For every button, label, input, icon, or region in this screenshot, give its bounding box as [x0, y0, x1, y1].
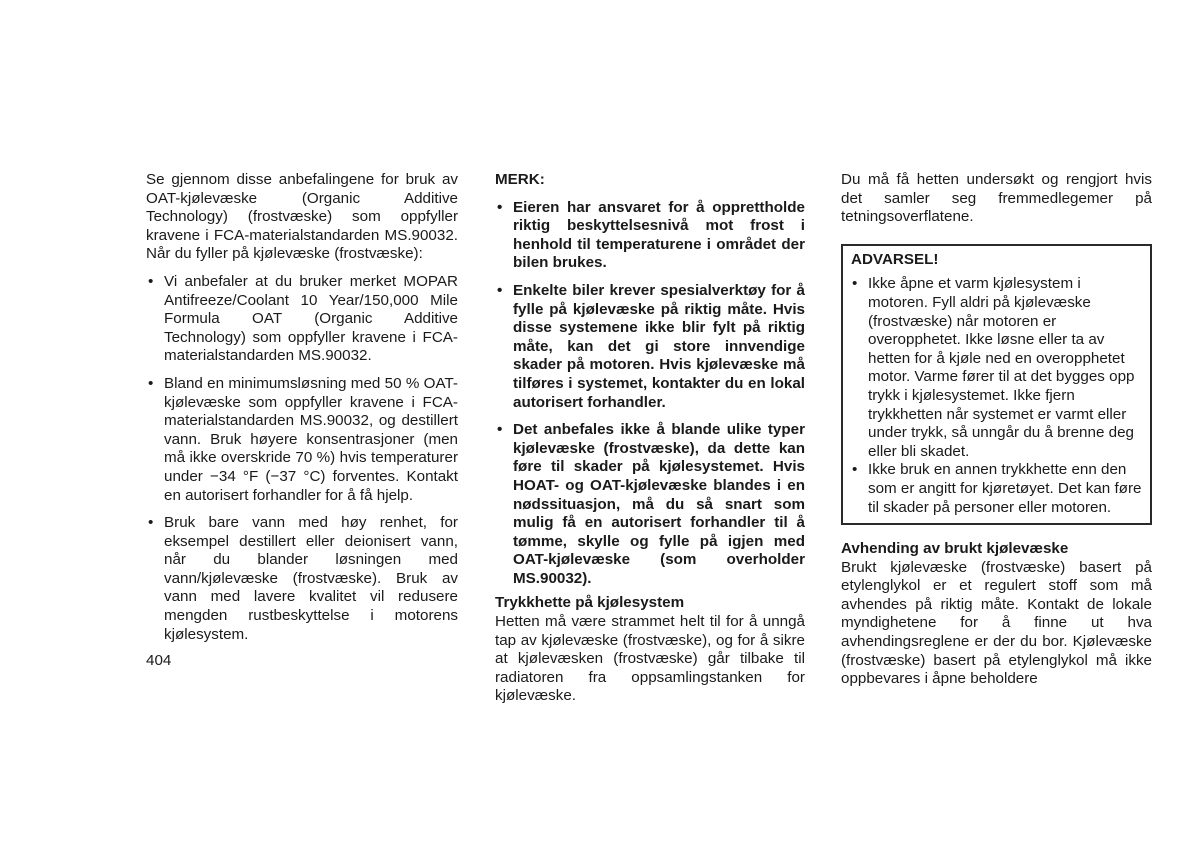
- note-heading: MERK:: [495, 171, 545, 188]
- list-item-text: Vi anbefaler at du bruker merket MOPAR Antifreeze/Coolant 10 Year/150,000 Mile Formula OAT (Organic Additive Technology) som oppfyller kravene i FCA-materialstandarden MS.90032.: [164, 272, 458, 365]
- intro-paragraph: Du må få hetten undersøkt og rengjort hvis det samler seg fremmedlegemer på tetningsoverflatene.: [841, 171, 1152, 226]
- list-item: [146, 514, 458, 644]
- warning-title: ADVARSEL!: [851, 250, 939, 268]
- bullet-icon: •: [148, 272, 154, 290]
- right-column: [841, 171, 1152, 689]
- bullet-icon: •: [497, 198, 503, 216]
- recommendation-list: [146, 273, 458, 644]
- bullet-icon: •: [497, 281, 503, 299]
- list-item-text: Det anbefales ikke å blande ulike typer kjølevæske (frostvæske), da dette kan føre til skader på kjølesystemet. Hvis HOAT- og OAT-kjølevæske blandes i en nødssituasjon, må du så snart som mulig få en autorisert forhandler til å tømme, skylle og fylle på igjen med OAT-kjølevæske (som overholder MS.90032).: [513, 421, 805, 587]
- list-item: [495, 199, 805, 273]
- section-heading: Avhending av brukt kjølevæske: [841, 540, 1069, 558]
- list-item-text: Bland en minimumsløsning med 50 % OAT-kjølevæske som oppfyller kravene i FCA-materialstandarden MS.90032, og destillert vann. Bruk høyere konsentrasjoner (men må ikke overskride 70 %) hvis temperaturer under −34 °F (−37 °C) forventes. Kontakt en autorisert forhandler for å få hjelp.: [164, 374, 458, 504]
- list-item-text: Bruk bare vann med høy renhet, for eksempel destillert eller deionisert vann, når du blander løsningen med vann/kjølevæske (frostvæske). Bruk av vann med lavere kvalitet vil redusere mengden rustbeskyttelse i motorens kjølesystem.: [164, 514, 458, 643]
- list-item-text: Eieren har ansvaret for å opprettholde riktig beskyttelsesnivå mot frost i henhold til temperaturene i området der bilen brukes.: [513, 198, 805, 272]
- list-item-text: Ikke bruk en annen trykkhette enn den som er angitt for kjøretøyet. Det kan føre til skader på personer eller motoren.: [868, 461, 1142, 516]
- intro-paragraph: Se gjennom disse anbefalingene for bruk av OAT-kjølevæske (Organic Additive Technology) (frostvæske) som oppfyller kravene i FCA-materialstandarden MS.90032. Når du fyller på kjølevæske (frostvæske):: [146, 171, 458, 263]
- section-paragraph: Hetten må være strammet helt til for å unngå tap av kjølevæske (frostvæske), og for å sikre at kjølevæsken (frostvæske) går tilbake til radiatoren fra oppsamlingstanken for kjølevæske.: [495, 613, 805, 705]
- middle-column: [495, 171, 805, 706]
- left-column: [146, 171, 458, 644]
- bullet-icon: •: [148, 374, 154, 392]
- list-item: [851, 461, 1142, 517]
- warning-box: [841, 244, 1152, 525]
- list-item-text: Ikke åpne et varm kjølesystem i motoren. Fyll aldri på kjølevæske (frostvæske) når motoren er overopphetet. Ikke løsne eller ta av hetten for å kjøle ned en overopphetet motor. Varme fører til at det bygges opp trykk i kjølesystemet. Ikke fjern trykkhetten når systemet er varmt eller under trykk, så unngår du å brenne deg eller bli skadet.: [868, 275, 1135, 460]
- bullet-icon: •: [852, 275, 858, 293]
- list-item: [851, 275, 1142, 461]
- list-item-text: Enkelte biler krever spesialverktøy for å fylle på kjølevæske på riktig måte. Hvis disse systemene ikke blir fylt på riktig måte, kan det gi store innvendige skader på motoren. Hvis kjølevæske må tilføres i systemet, kontakter du en lokal autorisert forhandler.: [513, 281, 805, 411]
- warning-list: [851, 275, 1142, 517]
- list-item: [495, 421, 805, 588]
- list-item: [146, 273, 458, 366]
- note-list: [495, 199, 805, 589]
- page-number: 404: [146, 652, 172, 669]
- list-item: [495, 282, 805, 412]
- section-heading: Trykkhette på kjølesystem: [495, 594, 685, 612]
- bullet-icon: •: [148, 514, 154, 532]
- bullet-icon: •: [497, 421, 503, 439]
- list-item: [146, 375, 458, 505]
- section-paragraph: Brukt kjølevæske (frostvæske) basert på etylenglykol er et regulert stoff som må avhendes på riktig måte. Kontakt de lokale myndighetene for å finne ut hva avhendingsreglene er der du bor. Kjølevæske (frostvæske) basert på etylenglykol må ikke oppbevares i åpne beholdere: [841, 558, 1152, 688]
- bullet-icon: •: [852, 461, 858, 479]
